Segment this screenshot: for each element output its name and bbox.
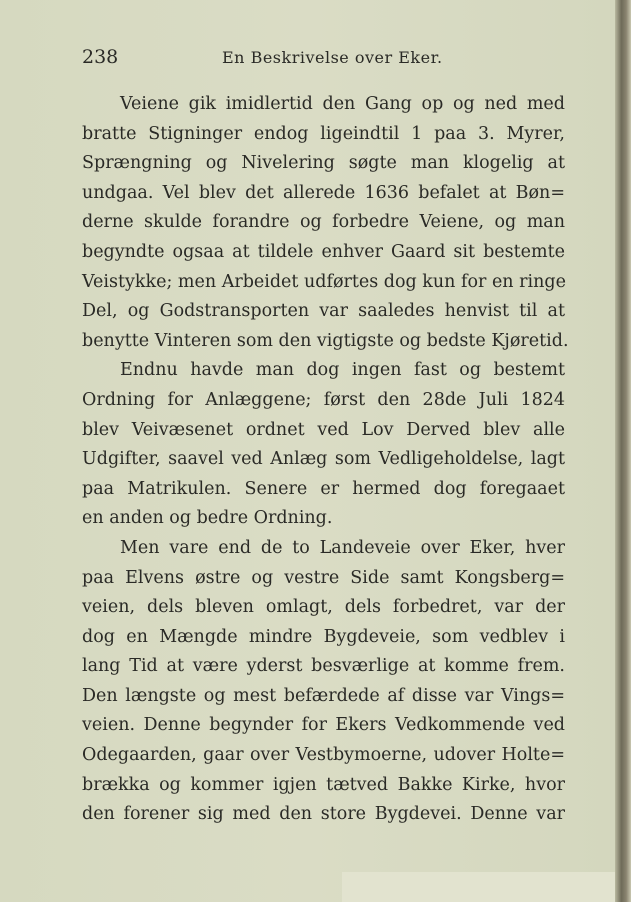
text-line: Men vare end de to Landeveie over Eker, hver — [120, 537, 565, 558]
text-line: dog en Mængde mindre Bygdeveie, som vedblev i — [82, 626, 565, 647]
text-line: den forener sig med den store Bygdevei. Denne var — [82, 804, 565, 825]
page-number: 238 — [82, 46, 119, 68]
text-line: benytte Vinteren som den vigtigste og bedste Kjøretid. — [82, 330, 569, 351]
text-line: derne skulde forandre og forbedre Veiene, og man — [82, 212, 565, 233]
text-line: Udgifter, saavel ved Anlæg som Vedligeholdelse, lagt — [82, 449, 565, 470]
text-line: begyndte ogsaa at tildele enhver Gaard sit bestemte — [82, 241, 565, 262]
running-title: En Beskrivelse over Eker. — [222, 48, 443, 67]
text-line: veien. Denne begynder for Ekers Vedkommende ved — [82, 715, 565, 736]
text-line: Del, og Godstransporten var saaledes henvist til at — [82, 301, 565, 322]
text-line: Ordning for Anlæggene; først den 28de Juli 1824 — [82, 389, 565, 410]
text-line: Veistykke; men Arbeidet udførtes dog kun for en ringe — [82, 271, 566, 292]
text-line: veien, dels bleven omlagt, dels forbedret, var der — [82, 597, 565, 618]
text-line: bratte Stigninger endog ligeindtil 1 paa 3. Myrer, — [82, 123, 565, 144]
text-line: paa Elvens østre og vestre Side samt Kongsberg= — [82, 567, 565, 588]
text-line: Den længste og mest befærdede af disse var Vings= — [82, 685, 565, 706]
text-line: Sprængning og Nivelering søgte man klogelig at — [82, 153, 565, 174]
text-line: lang Tid at være yderst besværlige at komme frem. — [82, 656, 565, 677]
text-line: Veiene gik imidlertid den Gang op og ned med — [120, 94, 565, 114]
paper-slip — [342, 872, 615, 902]
text-line: brækka og kommer igjen tætved Bakke Kirke, hvor — [82, 774, 565, 795]
page-body — [82, 90, 569, 830]
text-line: paa Matrikulen. Senere er hermed dog foregaaet — [82, 478, 565, 499]
text-line: undgaa. Vel blev det allerede 1636 befalet at Bøn= — [82, 182, 565, 203]
text-line: Endnu havde man dog ingen fast og bestemt — [120, 360, 565, 381]
page-header — [82, 46, 562, 74]
text-line: Odegaarden, gaar over Vestbymoerne, udover Holte= — [82, 745, 565, 766]
book-binding-edge — [615, 0, 631, 902]
text-line: en anden og bedre Ordning. — [82, 508, 333, 529]
text-line: blev Veivæsenet ordnet ved Lov Derved blev alle — [82, 419, 565, 440]
